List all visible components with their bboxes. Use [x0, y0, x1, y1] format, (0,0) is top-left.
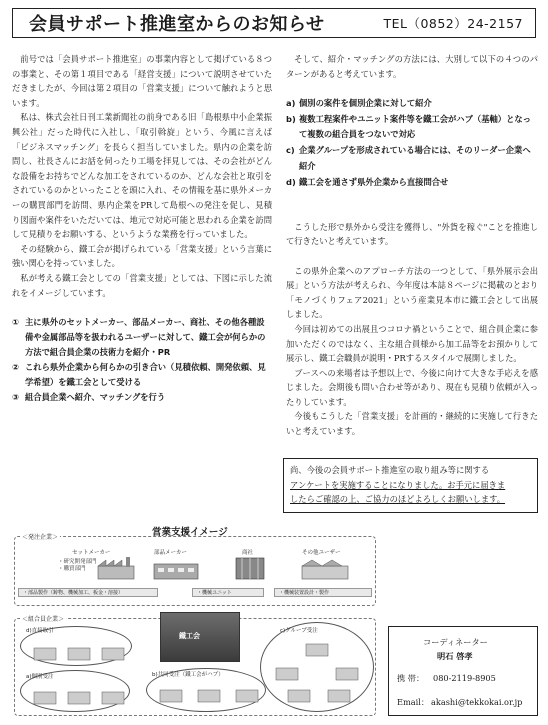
list-item: [286, 175, 538, 191]
service-bar: ・部品製作（鋳物、機械加工、板金・溶接）: [18, 588, 158, 597]
group-order-label: c)グループ受注: [280, 628, 318, 634]
trading-company-label: 商社: [242, 550, 254, 556]
set-maker-label: セットメーカー: [72, 550, 111, 556]
notice-line: アンケートを実施することになりました。お手元に届きま: [290, 479, 506, 490]
set-maker-sub: ・研究開発部門: [58, 559, 97, 565]
individual-order-label: a)個別受注: [26, 674, 54, 680]
process-list: [12, 315, 272, 405]
list-text: 主に県外のセットメーカー、部品メーカー、商社、その他各種設備や金属部品等を扱われるユーザーに対して、鐵工会が何らかの方法で組合員企業の技術力を紹介・PR: [25, 316, 266, 357]
list-text: 個別の案件を個別企業に対して紹介: [299, 97, 432, 108]
notice-line: したらご確認の上、ご協力のほどよろしくお願いします。: [290, 494, 506, 504]
parts-maker-label: 部品メーカー: [154, 550, 187, 556]
email-label: Email：: [397, 697, 430, 707]
notice-line: 尚、今後の会員サポート推進室の取り組み等に関する: [290, 465, 490, 475]
right-column: [286, 52, 538, 439]
sales-support-diagram: [12, 522, 380, 718]
list-marker: d): [286, 176, 296, 187]
paragraph: 今回は初めての出展且つコロナ禍ということで、組合員企業に参加いただくのではなく、主な組合員様から加工品等をお預かりして展示し、鐵工会職員が説明・PRするスタイルで展開しました。: [286, 323, 538, 364]
list-marker: ①: [12, 316, 20, 327]
member-factories-icon: [158, 682, 262, 706]
pattern-list: [286, 96, 538, 191]
paragraph: 私は、株式会社日刊工業新聞社の前身である旧「島根県中小企業振興公社」だった時代に入社し、「取引斡旋」という、今風に言えば「ビジネスマッチング」を長らく担当していました。県内の企業を訪問し、社長さんにお話を伺ったり工場を拝見しては、その会社がどんな設備をお持ちでどんな加工をされているのか、どんな会社と取引をされているのかといったことを頭に入れ、その情報を基に県外メーカーの購買部門を訪問、県内企業をPRして島根への発注を促し、見積り図面や案件をいただいては、地元で対応可能と思われる企業を訪問して見積りをお願いする、というような業務を行っていました。: [12, 112, 272, 240]
paragraph: そして、紹介・マッチングの方法には、大別して以下の４つのパターンがあると考えています。: [286, 54, 538, 79]
list-text: 組合員企業へ紹介、マッチングを行う: [25, 391, 166, 402]
header-banner: [12, 8, 536, 38]
other-user-label: その他ユーザー: [302, 550, 341, 556]
member-factories-icon: [32, 640, 128, 662]
factory-icon: [96, 556, 136, 580]
factory-icon: [300, 556, 350, 580]
list-marker: a): [286, 97, 296, 108]
paragraph: 今後もこうした「営業支援」を計画的・継続的に実施して行きたいと考えています。: [286, 411, 538, 437]
list-marker: ③: [12, 391, 20, 402]
list-item: [286, 112, 538, 144]
service-bar: ・機械ユニット: [192, 588, 264, 597]
phone-number: 080-2119-8905: [433, 673, 496, 683]
center-label: 鐵工会: [179, 632, 200, 640]
diagram-title: 営業支援イメージ: [152, 527, 228, 538]
paragraph: こうした形で県外から受注を獲得し、"外貨を稼ぐ"ことを推進して行きたいと考えています。: [286, 221, 538, 247]
list-item: [286, 96, 538, 112]
member-factories-icon: [270, 640, 370, 708]
member-factories-icon: [32, 684, 128, 706]
member-companies-label: ＜組合員企業＞: [22, 616, 65, 623]
joint-order-label: b)共同受注（鐵工会がハブ）: [152, 672, 224, 678]
paragraph: 前号では「会員サポート推進室」の事業内容として掲げている８つの事業と、その第１項目である「経営支援」について説明させていただきましたが、今回は第２項目の「営業支援」について触れようと思います。: [12, 54, 272, 108]
list-text: 企業グループを形成されている場合には、そのリーダー企業へ紹介: [299, 145, 531, 171]
direct-trade-label: d)直接取引: [26, 628, 54, 634]
list-marker: ②: [12, 361, 20, 372]
list-item: [12, 390, 272, 405]
building-icon: [230, 556, 270, 580]
left-column: [12, 52, 272, 405]
list-text: 複数工程案件やユニット案件等を鐵工会がハブ（基軸）となって複数の組合員をつないで対応: [299, 113, 531, 140]
outside-companies-label: ＜発注企業＞: [22, 534, 59, 541]
list-text: 鐵工会を通さず県外企業から直接問合せ: [299, 176, 449, 187]
paragraph: 私が考える鐵工会としての「営業支援」としては、下図に示した流れをイメージしています。: [12, 272, 272, 298]
coordinator-name: 明石 啓孝: [437, 651, 473, 661]
list-item: [12, 315, 272, 360]
factory-icon: [152, 556, 202, 580]
coordinator-box: [388, 626, 538, 716]
paragraph: ブースへの来場者は予想以上で、今後に向けて大きな手応えを感じました。会期後も問い合わせ等があり、現在も見積り依頼が入ったりしています。: [286, 367, 538, 407]
set-maker-sub: ・購買部門: [58, 566, 86, 572]
paragraph: この県外企業へのアプローチ方法の一つとして、「県外展示会出展」という方法が考えられ、今年度は本誌８ページに掲載のとおり「モノづくりフェア2021」という産業見本市に鐵工会として出展しました。: [286, 265, 538, 320]
notice-box: [283, 458, 538, 513]
email-address: akashi@tekkokai.or.jp: [431, 697, 523, 707]
list-item: [286, 143, 538, 175]
service-bar: ・機械装置設計・製作: [274, 588, 372, 597]
list-marker: b): [286, 113, 296, 124]
list-text: これら県外企業から何らかの引き合い（見積依頼、開発依頼、見学希望）を鐵工会として受ける: [25, 361, 266, 387]
paragraph: その経験から、鐵工会が掲げられている「営業支援」という言葉に強い関心を持っていました。: [12, 243, 272, 269]
list-item: [12, 360, 272, 390]
phone-label: 携 帯：: [397, 673, 425, 683]
list-marker: c): [286, 145, 295, 156]
header-phone: TEL（0852）24-2157: [383, 16, 523, 31]
page-title: 会員サポート推進室からのお知らせ: [29, 14, 325, 35]
tekkokai-building: [160, 612, 240, 662]
coordinator-title: コーディネーター: [423, 637, 488, 647]
